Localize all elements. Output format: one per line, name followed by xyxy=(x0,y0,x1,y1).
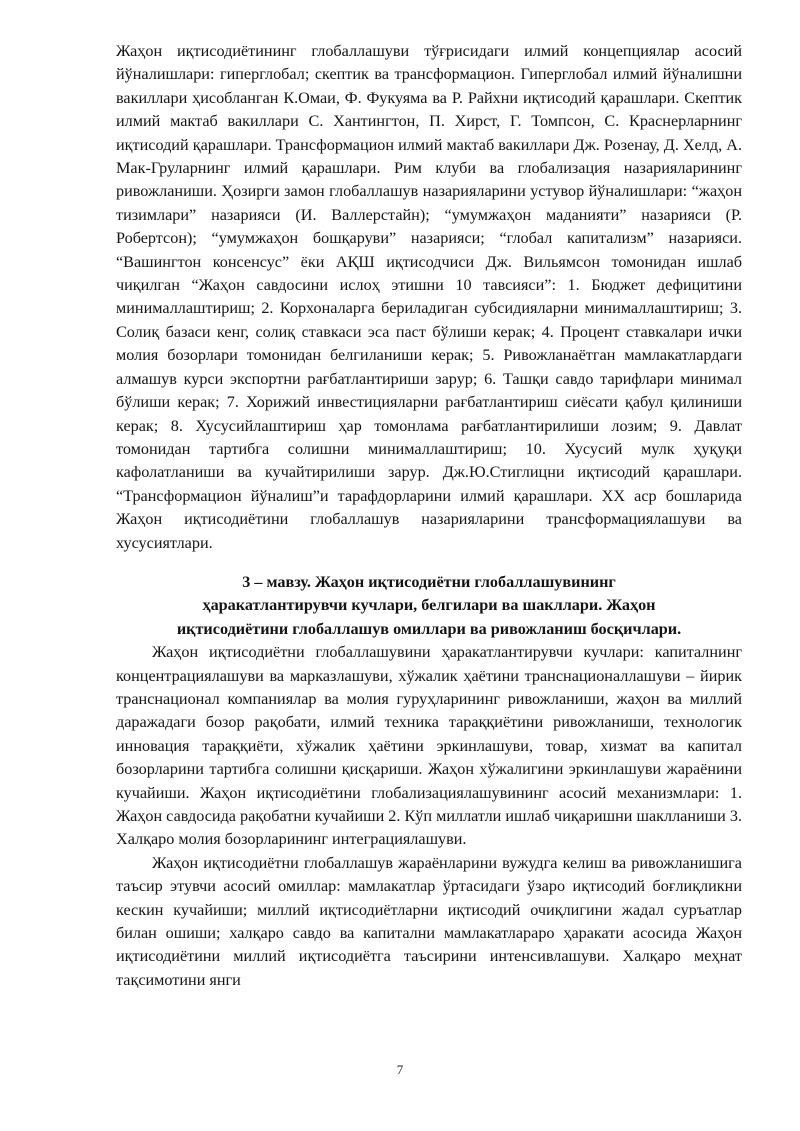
body-paragraph-2: Жаҳон иқтисодиётни глобаллашувини ҳаракатлантирувчи кучлари: капиталнинг концентрациялашуви ва марказлашуви, хўжалик ҳаётини транснационаллашуви – йирик транснационал компаниялар ва молия гуруҳларининг ривожланиши, жаҳон ва миллий даражадаги бозор рақобати, илмий техника тараққиётини ривожланиши, технологик инновация тараққиёти, хўжалик ҳаётини эркинлашуви, товар, хизмат ва капитал бозорларини тартибга солишни қисқариши. Жаҳон хўжалигини эркинлашуви жараёнини кучайиши. Жаҳон иқтисодиётини глобализациялашувининг асосий механизмлари: 1. Жаҳон савдосида рақобатни кучайиши 2. Кўп миллатли ишлаб чиқаришни шаклланиши 3. Халқаро молия бозорларининг интеграциялашуви. xyxy=(116,643,742,849)
body-paragraph-3: Жаҳон иқтисодиётни глобаллашув жараёнларини вужудга келиш ва ривожланишига таъсир этувчи асосий омиллар: мамлакатлар ўртасидаги ўзаро иқтисодий боғлиқликни кескин кучайиши; миллий иқтисодиётларни иқтисодий очиқлигини жадал суръатлар билан ошиши; халқаро савдо ва капитални мамлакатлараро ҳаракати асосида Жаҳон иқтисодиётини миллий иқтисодиётга таъсирини интенсивлашуви. Халқаро меҳнат тақсимотини янги xyxy=(116,853,742,989)
section-heading-line-1: 3 – мавзу. Жаҳон иқтисодиётни глобаллашувининг xyxy=(242,572,616,591)
page-number: 7 xyxy=(396,1062,404,1077)
document-page xyxy=(116,40,742,992)
section-heading xyxy=(116,571,742,641)
section-heading-line-3: иқтисодиётини глобаллашув омиллари ва ривожланиш босқичлари. xyxy=(176,619,682,638)
section-heading-line-2: ҳаракатлантирувчи кучлари, белгилари ва шакллари. Жаҳон xyxy=(202,596,656,615)
intro-paragraph: Жаҳон иқтисодиётининг глобаллашуви тўғрисидаги илмий концепциялар асосий йўналишлари: гиперглобал; скептик ва трансформацион. Гиперглобал илмий йўналишни вакиллари ҳисобланган К.Омаи, Ф. Фукуяма ва Р. Райхни иқтисодий қарашлари. Скептик илмий мактаб вакиллари С. Хантингтон, П. Хирст, Г. Томпсон, С. Краснерларнинг иқтисодий қарашлари. Трансформацион илмий мактаб вакиллари Дж. Розенау, Д. Хелд, А. Мак-Груларнинг илмий қарашлари. Рим клуби ва глобализация назарияларининг ривожланиши. Ҳозирги замон глобаллашув назарияларини устувор йўналишлари: “жаҳон тизимлари” назарияси (И. Валлерстайн); “умумжаҳон маданияти” назарияси (Р. Робертсон); “умумжаҳон бошқаруви” назарияси; “глобал капитализм” назарияси. “Вашингтон консенсус” ёки АҚШ иқтисодчиси Дж. Вильямсон томонидан ишлаб чиқилган “Жаҳон савдосини ислоҳ этишни 10 тавсияси”: 1. Бюджет дефицитини минималлаштириш; 2. Корхоналарга бериладиган субсидияларни минималлаштириш; 3. Солиқ базаси кенг, солиқ ставкаси эса паст бўлиши керак; 4. Процент ставкалари ички молия бозорлари томонидан белгиланиши керак; 5. Ривожланаётган мамлакатлардаги алмашув курси экспортни рағбатлантириши зарур; 6. Ташқи савдо тарифлари минимал бўлиши керак; 7. Хорижий инвестицияларни рағбатлантириш сиёсати қабул қилиниши керак; 8. Хусусийлаштириш ҳар томонлама рағбатлантирилиши лозим; 9. Давлат томонидан тартибга солишни минималлаштириш; 10. Хусусий мулк ҳуқуқи кафолатланиши ва кучайтирилиши зарур. Дж.Ю.Стиглицни иқтисодий қарашлари. “Трансформацион йўналиш”и тарафдорларини илмий қарашлари. XX аср бошларида Жаҳон иқтисодиётини глобаллашув назарияларини трансформациялашуви ва хусусиятлари. xyxy=(116,42,742,552)
